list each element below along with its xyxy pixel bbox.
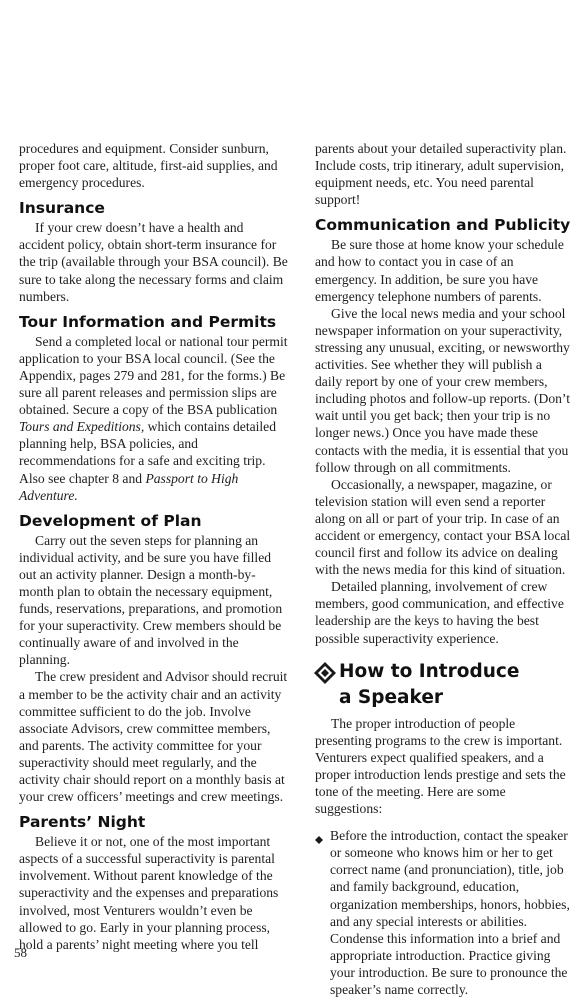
- suggestions-list: [315, 827, 571, 998]
- insurance-heading: Insurance: [19, 199, 105, 218]
- parents-night-paragraph: Believe it or not, one of the most important aspects of a successful superactivity is parental involvement. Without parent knowledge of the superactivity and the expenses and preparations involved, most Venturers wouldn’t even be allowed to go. Early in your planning process, hold a parents’ night meeting where you tell: [19, 834, 279, 952]
- right-intro-paragraph: parents about your detailed superactivity plan. Include costs, trip itinerary, adult supervision, equipment needs, etc. You need parental support!: [315, 141, 567, 208]
- page-number: 58: [14, 945, 27, 960]
- speaker-heading-line-2: a Speaker: [339, 686, 443, 708]
- right-column: [315, 140, 571, 998]
- tour-permits-paragraph: [19, 333, 289, 504]
- communication-paragraph-3: Occasionally, a newspaper, magazine, or television station will even send a reporter along on all or part of your trip. In case of an accident or emergency, contact your BSA local council first and follow its advice on dealing with the news media for this kind of situation.: [315, 476, 571, 578]
- development-paragraph-2: The crew president and Advisor should recruit a member to be the activity chair and an activity committee sufficient to do the job. Involve associate Advisors, crew committee members, and parents. The activity committee for your superactivity should meet regularly, and the activity chair should report on a monthly basis at your crew officers’ meetings and crew meetings.: [19, 669, 288, 805]
- communication-paragraph-2: Give the local news media and your school newspaper information on your superactivity, stressing any unusual, exciting, or newsworthy activities. See whether they will publish a daily report by one of your crew members, including photos and follow-up reports. (Don’t wait until you get back; then your trip is no longer news.) Once you have made these contacts with the media, it is essential that you follow through on all commitments.: [315, 305, 570, 475]
- speaker-section-header: [315, 659, 571, 711]
- suggestion-text: Before the introduction, contact the speaker or someone who knows him or her to get correct name (and pronunciation), title, job and family background, education, organization memberships, honors, hobbies, and any special interests or abilities. Condense this information into a brief and appropriate introduction. Practice giving your introduction. Be sure to pronounce the speaker’s name correctly.: [330, 828, 570, 998]
- diamond-bullet-icon: [315, 831, 323, 839]
- suggestion-item: [315, 827, 571, 998]
- development-heading: Development of Plan: [19, 511, 202, 530]
- communication-heading: Communication and Publicity: [315, 216, 571, 235]
- diamond-emblem-icon: [313, 661, 337, 685]
- tour-text-1: Send a completed local or national tour permit application to your BSA local council. (See the Appendix, pages 279 and 281, for the forms.) Be sure all parent releases and permission slips are obtained. Secure a copy of the BSA publication: [19, 333, 288, 418]
- speaker-heading-line-1: How to Introduce: [339, 660, 520, 682]
- speaker-heading: [315, 659, 571, 711]
- communication-paragraph-1: Be sure those at home know your schedule and how to contact you in case of an emergency. In addition, be sure you have emergency telephone numbers of parents.: [315, 237, 564, 304]
- tour-text-2: which contains detailed planning help, BSA policies, and recommendations for a safe and exciting trip. Also see chapter 8 and: [19, 419, 277, 486]
- parents-night-heading: Parents’ Night: [19, 813, 146, 832]
- insurance-paragraph: If your crew doesn’t have a health and accident policy, obtain short-term insurance for the trip (available through your BSA council). Be sure to take along the necessary forms and claim numbers.: [19, 220, 288, 304]
- left-intro-paragraph: procedures and equipment. Consider sunburn, proper foot care, altitude, first-aid supplies, and emergency procedures.: [19, 141, 278, 191]
- speaker-intro-paragraph: The proper introduction of people presenting programs to the crew is important. Venturers expect qualified speakers, and a proper introduction lends prestige and sets the tone of the meeting. Here are some suggestions:: [315, 715, 566, 817]
- tour-permits-heading: Tour Information and Permits: [19, 312, 277, 331]
- development-paragraph-1: Carry out the seven steps for planning an individual activity, and be sure you have filled out an activity planner. Design a month-by-month plan to obtain the necessary equipment, funds, reservations, preparations, and promotion for your superactivity. Crew members should be continually aware of and involved in the planning.: [19, 532, 283, 668]
- communication-paragraph-4: Detailed planning, involvement of crew members, good communication, and effective leadership are the keys to having the best possible superactivity experience.: [315, 579, 564, 646]
- left-column: [19, 140, 289, 953]
- tours-expeditions-title: Tours and Expeditions,: [19, 419, 145, 435]
- passport-title: Passport to High Adventure.: [19, 470, 239, 503]
